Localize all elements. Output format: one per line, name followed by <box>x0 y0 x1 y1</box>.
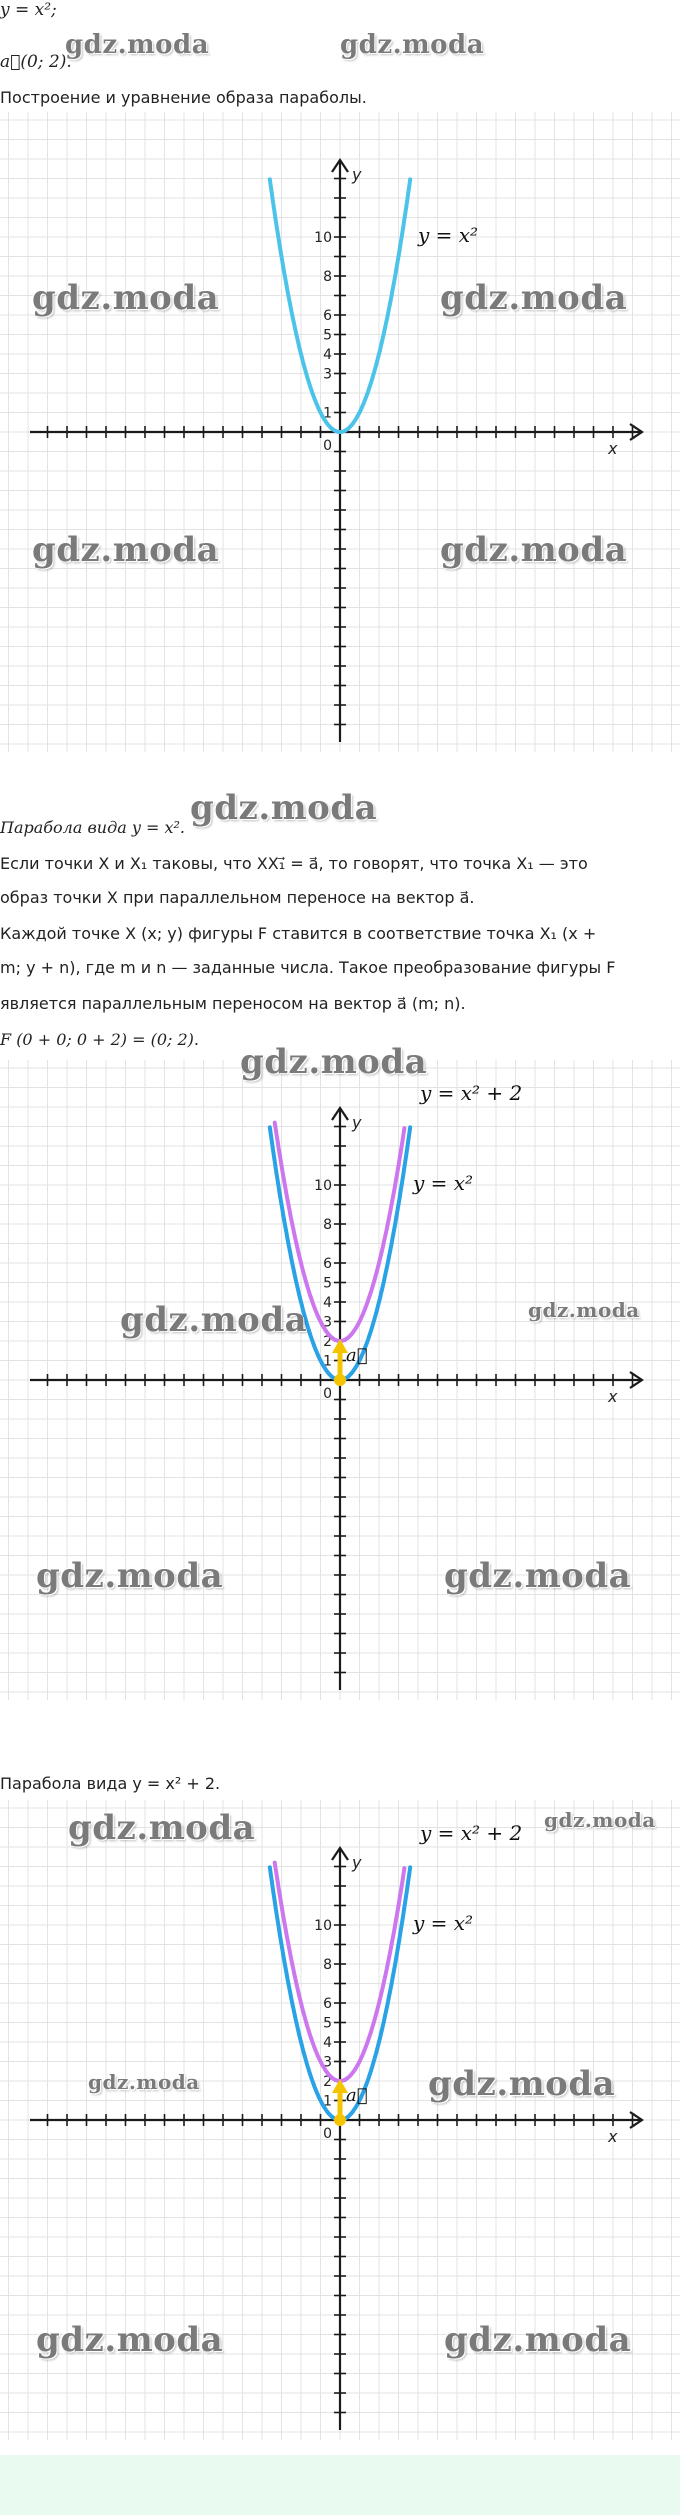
x-axis-label: x <box>608 1387 618 1406</box>
graph-1 <box>0 112 680 752</box>
watermark: gdz.moda <box>444 1556 632 1596</box>
paragraph-1: Парабола вида y = x². <box>0 818 186 837</box>
curve-label: y = x² <box>418 223 479 247</box>
watermark: gdz.moda <box>68 1808 256 1848</box>
watermark: gdz.moda <box>440 530 628 570</box>
watermark: gdz.moda <box>120 1300 308 1340</box>
origin-label: 0 <box>323 2126 332 2142</box>
y-tick-label: 6 <box>323 308 332 324</box>
curve-label: y = x² <box>413 1911 474 1935</box>
vector-top: a⃗(0; 2). <box>0 52 72 72</box>
graph-2 <box>0 1060 680 1700</box>
y-tick-label: 1 <box>323 405 332 422</box>
bottom-bar <box>0 2455 680 2515</box>
paragraph-3-line-2: m; y + n), где m и n — заданные числа. Такое преобразование фигуры F <box>0 958 616 977</box>
watermark: gdz.moda <box>36 1556 224 1596</box>
y-tick-label: 5 <box>323 2015 332 2032</box>
y-tick-label: 4 <box>323 2035 332 2051</box>
y-tick-label: 10 <box>314 1918 332 1934</box>
watermark: gdz.moda <box>440 278 628 318</box>
watermark: gdz.moda <box>528 1298 640 1322</box>
watermark: gdz.moda <box>190 788 378 828</box>
x-axis-label: x <box>608 2127 618 2146</box>
paragraph-3-line-3: является параллельным переносом на вектор a⃗ (m; n). <box>0 994 466 1013</box>
y-tick-label: 5 <box>323 1275 332 1292</box>
watermark: gdz.moda <box>65 30 210 60</box>
y-tick-label: 3 <box>323 2054 332 2071</box>
watermark: gdz.moda <box>444 2320 632 2360</box>
watermark: gdz.moda <box>36 2320 224 2360</box>
curve-label: y = x² + 2 <box>420 1821 523 1845</box>
watermark: gdz.moda <box>240 1042 428 1082</box>
y-axis-label: y <box>352 165 362 184</box>
y-tick-label: 4 <box>323 347 332 363</box>
vector-a-label: a⃗ <box>346 2085 368 2106</box>
watermark: gdz.moda <box>88 2070 200 2094</box>
y-tick-label: 3 <box>323 1314 332 1331</box>
paragraph-4: F (0 + 0; 0 + 2) = (0; 2). <box>0 1030 200 1049</box>
caption-3: Парабола вида y = x² + 2. <box>0 1774 221 1793</box>
watermark: gdz.moda <box>544 1808 656 1832</box>
x-axis-label: x <box>608 439 618 458</box>
y-axis-label: y <box>352 1113 362 1132</box>
y-tick-label: 10 <box>314 1178 332 1194</box>
watermark: gdz.moda <box>32 278 220 318</box>
origin-label: 0 <box>323 1386 332 1402</box>
equation-top: y = x²; <box>0 0 57 20</box>
watermark: gdz.moda <box>428 2064 616 2104</box>
paragraph-2-line-2: образ точки X при параллельном переносе на вектор a⃗. <box>0 888 475 907</box>
graph-2-svg <box>0 1060 680 1700</box>
watermark: gdz.moda <box>32 530 220 570</box>
y-tick-label: 8 <box>323 269 332 285</box>
y-tick-label: 1 <box>323 2093 332 2110</box>
vector-a-origin <box>334 2114 346 2126</box>
y-tick-label: 6 <box>323 1996 332 2012</box>
y-tick-label: 5 <box>323 327 332 344</box>
origin-label: 0 <box>323 438 332 454</box>
paragraph-3-line-1: Каждой точке X (x; y) фигуры F ставится в соответствие точка X₁ (x + <box>0 924 597 943</box>
y-tick-label: 4 <box>323 1295 332 1311</box>
y-tick-label: 6 <box>323 1256 332 1272</box>
y-tick-label: 2 <box>323 2074 332 2090</box>
watermark: gdz.moda <box>340 30 485 60</box>
y-axis-label: y <box>352 1853 362 1872</box>
y-tick-label: 1 <box>323 1353 332 1370</box>
y-tick-label: 8 <box>323 1217 332 1233</box>
curve-label: y = x² <box>413 1171 474 1195</box>
paragraph-2-line-1: Если точки X и X₁ таковы, что XX₁⃗ = a⃗, то говорят, что точка X₁ — это <box>0 854 588 873</box>
vector-a-label: a⃗ <box>346 1345 368 1366</box>
curve-label: y = x² + 2 <box>420 1081 523 1105</box>
vector-a-origin <box>334 1374 346 1386</box>
y-tick-label: 8 <box>323 1957 332 1973</box>
caption-1: Построение и уравнение образа параболы. <box>0 88 367 107</box>
y-tick-label: 3 <box>323 366 332 383</box>
y-tick-label: 10 <box>314 230 332 246</box>
y-tick-label: 2 <box>323 1334 332 1350</box>
graph-1-svg <box>0 112 680 752</box>
